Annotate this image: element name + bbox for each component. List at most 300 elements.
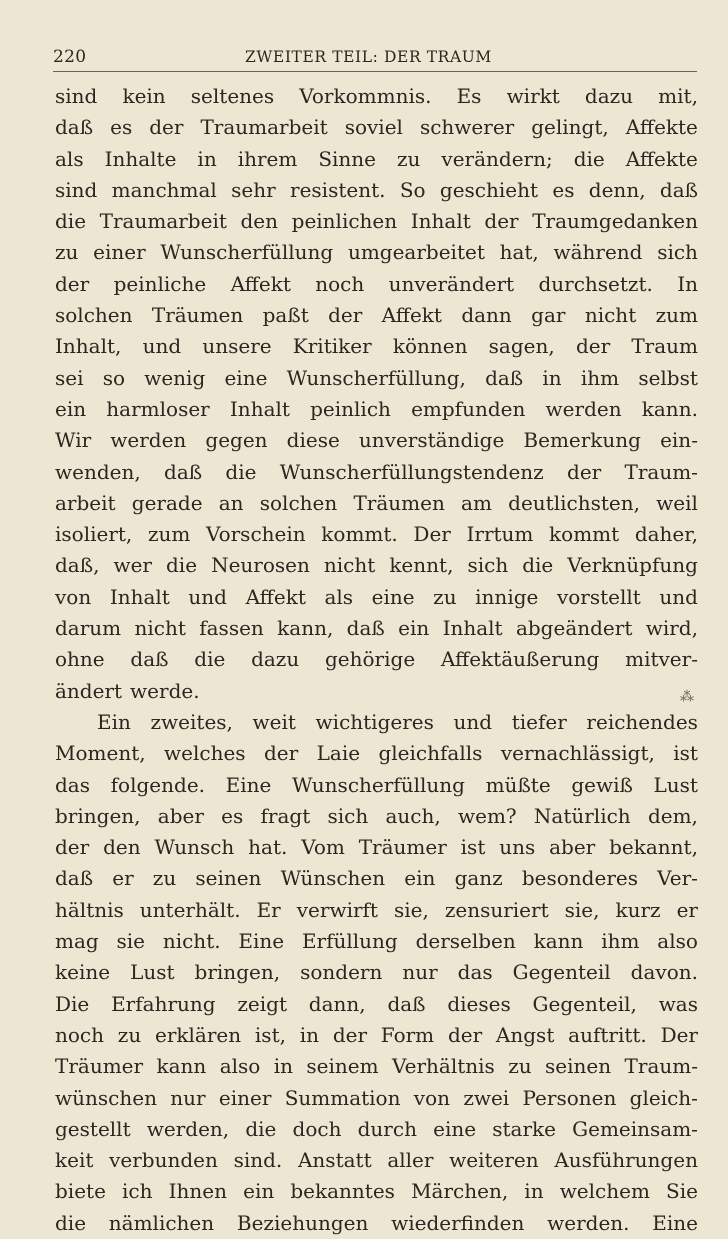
word: weiteren (449, 1148, 539, 1173)
word: Kritiker (292, 334, 372, 359)
word: zu (397, 146, 421, 171)
word: daß (130, 647, 169, 672)
word: zu (117, 1022, 142, 1047)
word: Traumgedanken (532, 209, 698, 234)
word: in (542, 365, 562, 390)
word: mitver- (625, 647, 698, 672)
word: manchmal (111, 177, 217, 202)
word: selbst (638, 365, 698, 390)
text-line (55, 269, 698, 300)
word: ändert (55, 678, 123, 703)
text-line (55, 957, 698, 988)
word: aller (387, 1148, 434, 1173)
word: ist (460, 835, 486, 860)
word: welchem (559, 1179, 650, 1204)
word: noch (55, 1022, 105, 1047)
word: dieses (447, 991, 511, 1016)
word: bringen, (194, 960, 281, 985)
word: ein- (660, 428, 698, 453)
text-line (55, 801, 698, 832)
word: ein (55, 396, 87, 421)
word: unverständige (358, 428, 505, 453)
word: dann (461, 303, 512, 328)
word: der (332, 1022, 368, 1047)
word: Natürlich (533, 803, 631, 828)
word: deutlichsten, (508, 490, 640, 515)
word: in (197, 146, 217, 171)
word: nämlichen (108, 1210, 215, 1235)
word: daß, (55, 553, 100, 578)
word: Personen (522, 1085, 617, 1110)
word: ist (673, 741, 698, 766)
word: empfunden (411, 396, 526, 421)
word: folgende. (110, 772, 206, 797)
word: innige (475, 584, 539, 609)
text-line (55, 550, 698, 581)
word: der (55, 271, 90, 296)
word: gestellt (55, 1116, 131, 1141)
word: Inhalt (109, 584, 170, 609)
word: Träumen (353, 490, 445, 515)
word: ohne (55, 647, 105, 672)
word: fragt (260, 803, 311, 828)
word: werden. (547, 1210, 630, 1235)
word: sind. (233, 1148, 283, 1173)
word: durch (357, 1116, 417, 1141)
word: sich (467, 553, 509, 578)
word: das (55, 772, 90, 797)
word: wenig (144, 365, 206, 390)
text-line (55, 300, 698, 331)
word: erklären (155, 1022, 242, 1047)
word: bekannt, (609, 835, 698, 860)
text-line (55, 363, 698, 394)
word: ganz (454, 866, 503, 891)
word: Ver- (657, 866, 698, 891)
word: sie, (393, 897, 429, 922)
text-line (55, 112, 698, 143)
word: Traum- (624, 1054, 698, 1079)
word: noch (315, 271, 365, 296)
word: unverändert (388, 271, 515, 296)
word: abgeändert (515, 616, 633, 641)
word: Der (660, 1022, 698, 1047)
word: Traum- (624, 459, 698, 484)
word: Wir (55, 428, 92, 453)
word: der (264, 741, 299, 766)
running-head (53, 47, 698, 71)
word: die (573, 146, 605, 171)
word: ein (398, 616, 430, 641)
word: und (659, 584, 698, 609)
word: am (461, 490, 492, 515)
word: biete (55, 1179, 106, 1204)
word: sie (116, 929, 146, 954)
word: Affekt (230, 271, 291, 296)
text-line (55, 144, 698, 175)
word: gegen (205, 428, 268, 453)
word: Wunscherfüllung (292, 772, 465, 797)
word: reichendes (586, 709, 698, 734)
text-line (55, 1051, 698, 1082)
word: Vorkommnis. (299, 84, 432, 108)
word: also (219, 1054, 261, 1079)
word: Inhalte (104, 146, 177, 171)
word: isoliert, (55, 522, 133, 547)
word: ihm (580, 365, 620, 390)
word: zweites, (150, 709, 233, 734)
word: auftritt. (568, 1022, 647, 1047)
word: Affekte (625, 146, 698, 171)
text-line (55, 488, 698, 519)
word: kann (533, 929, 584, 954)
word: daß (55, 115, 94, 140)
word: Eine (225, 772, 272, 797)
word: kein (122, 84, 166, 108)
word: Träumen (151, 303, 244, 328)
word: geschieht (439, 177, 539, 202)
word: Er (256, 897, 281, 922)
word: zu (433, 584, 457, 609)
word: Sinne (318, 146, 377, 171)
word: und (453, 709, 493, 734)
word: sondern (300, 960, 383, 985)
word: solchen (259, 490, 338, 515)
word: das (457, 960, 493, 985)
text-line (55, 582, 698, 613)
word: nicht (323, 553, 376, 578)
word: den (240, 209, 279, 234)
word: während (553, 240, 643, 265)
word: gerade (131, 490, 203, 515)
word: die (245, 1116, 277, 1141)
word: Wunsch (154, 835, 235, 860)
text-line (55, 1020, 698, 1051)
text-line (55, 394, 698, 425)
word: paßt (262, 303, 309, 328)
word: daß (55, 866, 94, 891)
word: nicht (584, 303, 637, 328)
word: ist, (254, 1022, 286, 1047)
word: sei (55, 365, 84, 390)
word: sind (55, 84, 98, 108)
body-text (55, 81, 698, 1239)
word: gewiß (571, 772, 633, 797)
word: besonderes (521, 866, 638, 891)
word: Erfüllung (301, 929, 398, 954)
word: bekanntes (290, 1179, 395, 1204)
word: Neurosen (211, 553, 310, 578)
word: sich (657, 240, 698, 265)
text-line (55, 1208, 698, 1239)
text-line (55, 519, 698, 550)
word: eine (371, 584, 415, 609)
word: keit (55, 1148, 94, 1173)
word: Angst (495, 1022, 555, 1047)
text-line (55, 707, 698, 738)
word: unsere (202, 334, 272, 359)
text-line (55, 676, 698, 707)
word: der (447, 1022, 483, 1047)
word: hat. (248, 835, 288, 860)
word: daß (387, 991, 426, 1016)
word: seltenes (190, 84, 275, 108)
word: kann, (277, 616, 334, 641)
word: ein (243, 1179, 275, 1204)
word: daß (659, 177, 698, 202)
word: und (142, 334, 182, 359)
word: weit (252, 709, 296, 734)
word: Ein (97, 709, 131, 734)
word: wer (113, 553, 152, 578)
word: Verknüpfung (567, 553, 698, 578)
word: ihrem (237, 146, 298, 171)
word: kommt (549, 522, 620, 547)
word: Traum (631, 334, 698, 359)
word: nur (170, 1085, 206, 1110)
word: wenden, (55, 459, 141, 484)
word: unterhält. (139, 897, 241, 922)
word: werden (545, 396, 622, 421)
word: davon. (630, 960, 698, 985)
word: zu (152, 866, 177, 891)
text-line (55, 81, 698, 112)
text-line (55, 175, 698, 206)
word: Wunscherfüllung, (286, 365, 466, 390)
word: Gegenteil (512, 960, 611, 985)
word: Inhalt, (55, 334, 122, 359)
word: So (399, 177, 426, 202)
word: der (575, 334, 611, 359)
word: keine (55, 960, 111, 985)
word: Bemerkung (523, 428, 641, 453)
word: einer (218, 1085, 272, 1110)
word: es (221, 803, 244, 828)
word: in (524, 1179, 544, 1204)
word: zu (55, 240, 79, 265)
word: auch, (385, 803, 441, 828)
word: zwei (463, 1085, 510, 1110)
word: Träumer (55, 1054, 144, 1079)
text-line (55, 770, 698, 801)
word: als (324, 584, 354, 609)
word: doch (292, 1116, 342, 1141)
text-line (55, 457, 698, 488)
word: in (299, 1022, 320, 1047)
word: bringen, (55, 803, 141, 828)
word: Wünschen (280, 866, 386, 891)
word: Vom (301, 835, 345, 860)
word: kurz (615, 897, 661, 922)
text-line (55, 895, 698, 926)
word: verändern; (441, 146, 553, 171)
word: von (55, 584, 92, 609)
word: Erfahrung (111, 991, 216, 1016)
word: Träumer (358, 835, 447, 860)
word: dem, (647, 803, 698, 828)
word: werde. (130, 678, 200, 703)
word: ein (404, 866, 436, 891)
word: daß (485, 365, 524, 390)
word: kann. (641, 396, 698, 421)
word: die (55, 1210, 87, 1235)
word: Gegenteil, (532, 991, 637, 1016)
text-line (55, 425, 698, 456)
word: Der (413, 522, 451, 547)
text-line (55, 1083, 698, 1114)
word: können (392, 334, 468, 359)
word: Affekt (381, 303, 442, 328)
word: er (676, 897, 698, 922)
text-line (55, 863, 698, 894)
word: Ausführungen (554, 1148, 698, 1173)
word: als (55, 146, 84, 171)
text-line (55, 206, 698, 237)
word: wem? (458, 803, 517, 828)
word: Sie (666, 1179, 698, 1204)
word: zu (508, 1054, 532, 1079)
text-line (55, 1145, 698, 1176)
word: wiederfinden (391, 1210, 525, 1235)
word: Traumarbeit (200, 115, 328, 140)
text-line (55, 613, 698, 644)
word: nicht (134, 616, 186, 641)
word: diese (286, 428, 340, 453)
word: die (225, 459, 257, 484)
word: seinen (195, 866, 262, 891)
word: verbunden (109, 1148, 218, 1173)
word: Es (456, 84, 482, 108)
text-line (55, 989, 698, 1020)
word: er (112, 866, 134, 891)
word: an (218, 490, 244, 515)
word: der (328, 303, 363, 328)
word: harmloser (106, 396, 210, 421)
word: tiefer (511, 709, 567, 734)
word: resistent. (290, 177, 386, 202)
word: weil (656, 490, 698, 515)
word: wird, (645, 616, 698, 641)
word: Wunscherfüllungstendenz (279, 459, 544, 484)
word: die (166, 553, 198, 578)
text-line (55, 1114, 698, 1145)
header-rule (53, 71, 697, 72)
word: Affekte (625, 115, 698, 140)
word: eine (433, 1116, 477, 1141)
text-line (55, 237, 698, 268)
word: peinlich (310, 396, 391, 421)
word: In (677, 271, 698, 296)
word: derselben (415, 929, 516, 954)
word: sind (55, 177, 98, 202)
word: in (273, 1054, 294, 1079)
word: der (484, 209, 519, 234)
word: Vorschein (205, 522, 306, 547)
text-line (55, 1176, 698, 1207)
word: werden, (146, 1116, 230, 1141)
word: dazu (584, 84, 634, 108)
text-line (55, 331, 698, 362)
word: Märchen, (411, 1179, 509, 1204)
word: vorstellt (556, 584, 641, 609)
word: kann (156, 1054, 207, 1079)
word: sie, (564, 897, 600, 922)
word: peinlichen (291, 209, 398, 234)
word: schwerer (419, 115, 515, 140)
word: Beziehungen (236, 1210, 369, 1235)
word: nicht. (162, 929, 221, 954)
word: Verhältnis (392, 1054, 495, 1079)
word: werden (110, 428, 187, 453)
word: hat, (499, 240, 539, 265)
word: also (657, 929, 698, 954)
word: umgearbeitet (347, 240, 485, 265)
word: kommt. (321, 522, 398, 547)
word: Traumarbeit (99, 209, 227, 234)
text-line (55, 644, 698, 675)
word: nur (402, 960, 438, 985)
word: Gemeinsam- (572, 1116, 698, 1141)
word: dann, (308, 991, 366, 1016)
word: wirkt (506, 84, 560, 108)
word: gleichfalls (378, 741, 483, 766)
word: zum (655, 303, 698, 328)
word: ich (122, 1179, 153, 1204)
word: Inhalt (410, 209, 471, 234)
word: starke (492, 1116, 556, 1141)
word: Ihnen (168, 1179, 228, 1204)
word: arbeit (55, 490, 116, 515)
word: den (103, 835, 141, 860)
word: Inhalt (442, 616, 503, 641)
word: Moment, (55, 741, 146, 766)
word: sich (327, 803, 369, 828)
word: Anstatt (297, 1148, 372, 1173)
word: der (55, 835, 90, 860)
word: daher, (634, 522, 698, 547)
word: seinem (306, 1054, 379, 1079)
text-line (55, 832, 698, 863)
word: einer (93, 240, 146, 265)
word: Die (55, 991, 90, 1016)
word: aber (157, 803, 204, 828)
word: gleich- (629, 1085, 698, 1110)
word: Affektäußerung (440, 647, 600, 672)
word: Summation (284, 1085, 401, 1110)
word: seinen (545, 1054, 612, 1079)
page-number: 220 (53, 47, 87, 67)
text-line (55, 738, 698, 769)
word: sagen, (488, 334, 555, 359)
word: wünschen (55, 1085, 157, 1110)
word: Lust (653, 772, 698, 797)
word: durchsetzt. (538, 271, 653, 296)
text-line (55, 926, 698, 957)
word: gelingt, (531, 115, 609, 140)
word: eine (224, 365, 268, 390)
word: mag (55, 929, 99, 954)
word: und (188, 584, 227, 609)
word: Eine (238, 929, 285, 954)
word: daß (164, 459, 203, 484)
word: Form (380, 1022, 435, 1047)
word: die (55, 209, 87, 234)
ornament-icon: ⁂ (680, 688, 692, 705)
word: daß (346, 616, 385, 641)
word: zensuriert (444, 897, 549, 922)
word: darum (55, 616, 122, 641)
word: Eine (652, 1210, 698, 1235)
